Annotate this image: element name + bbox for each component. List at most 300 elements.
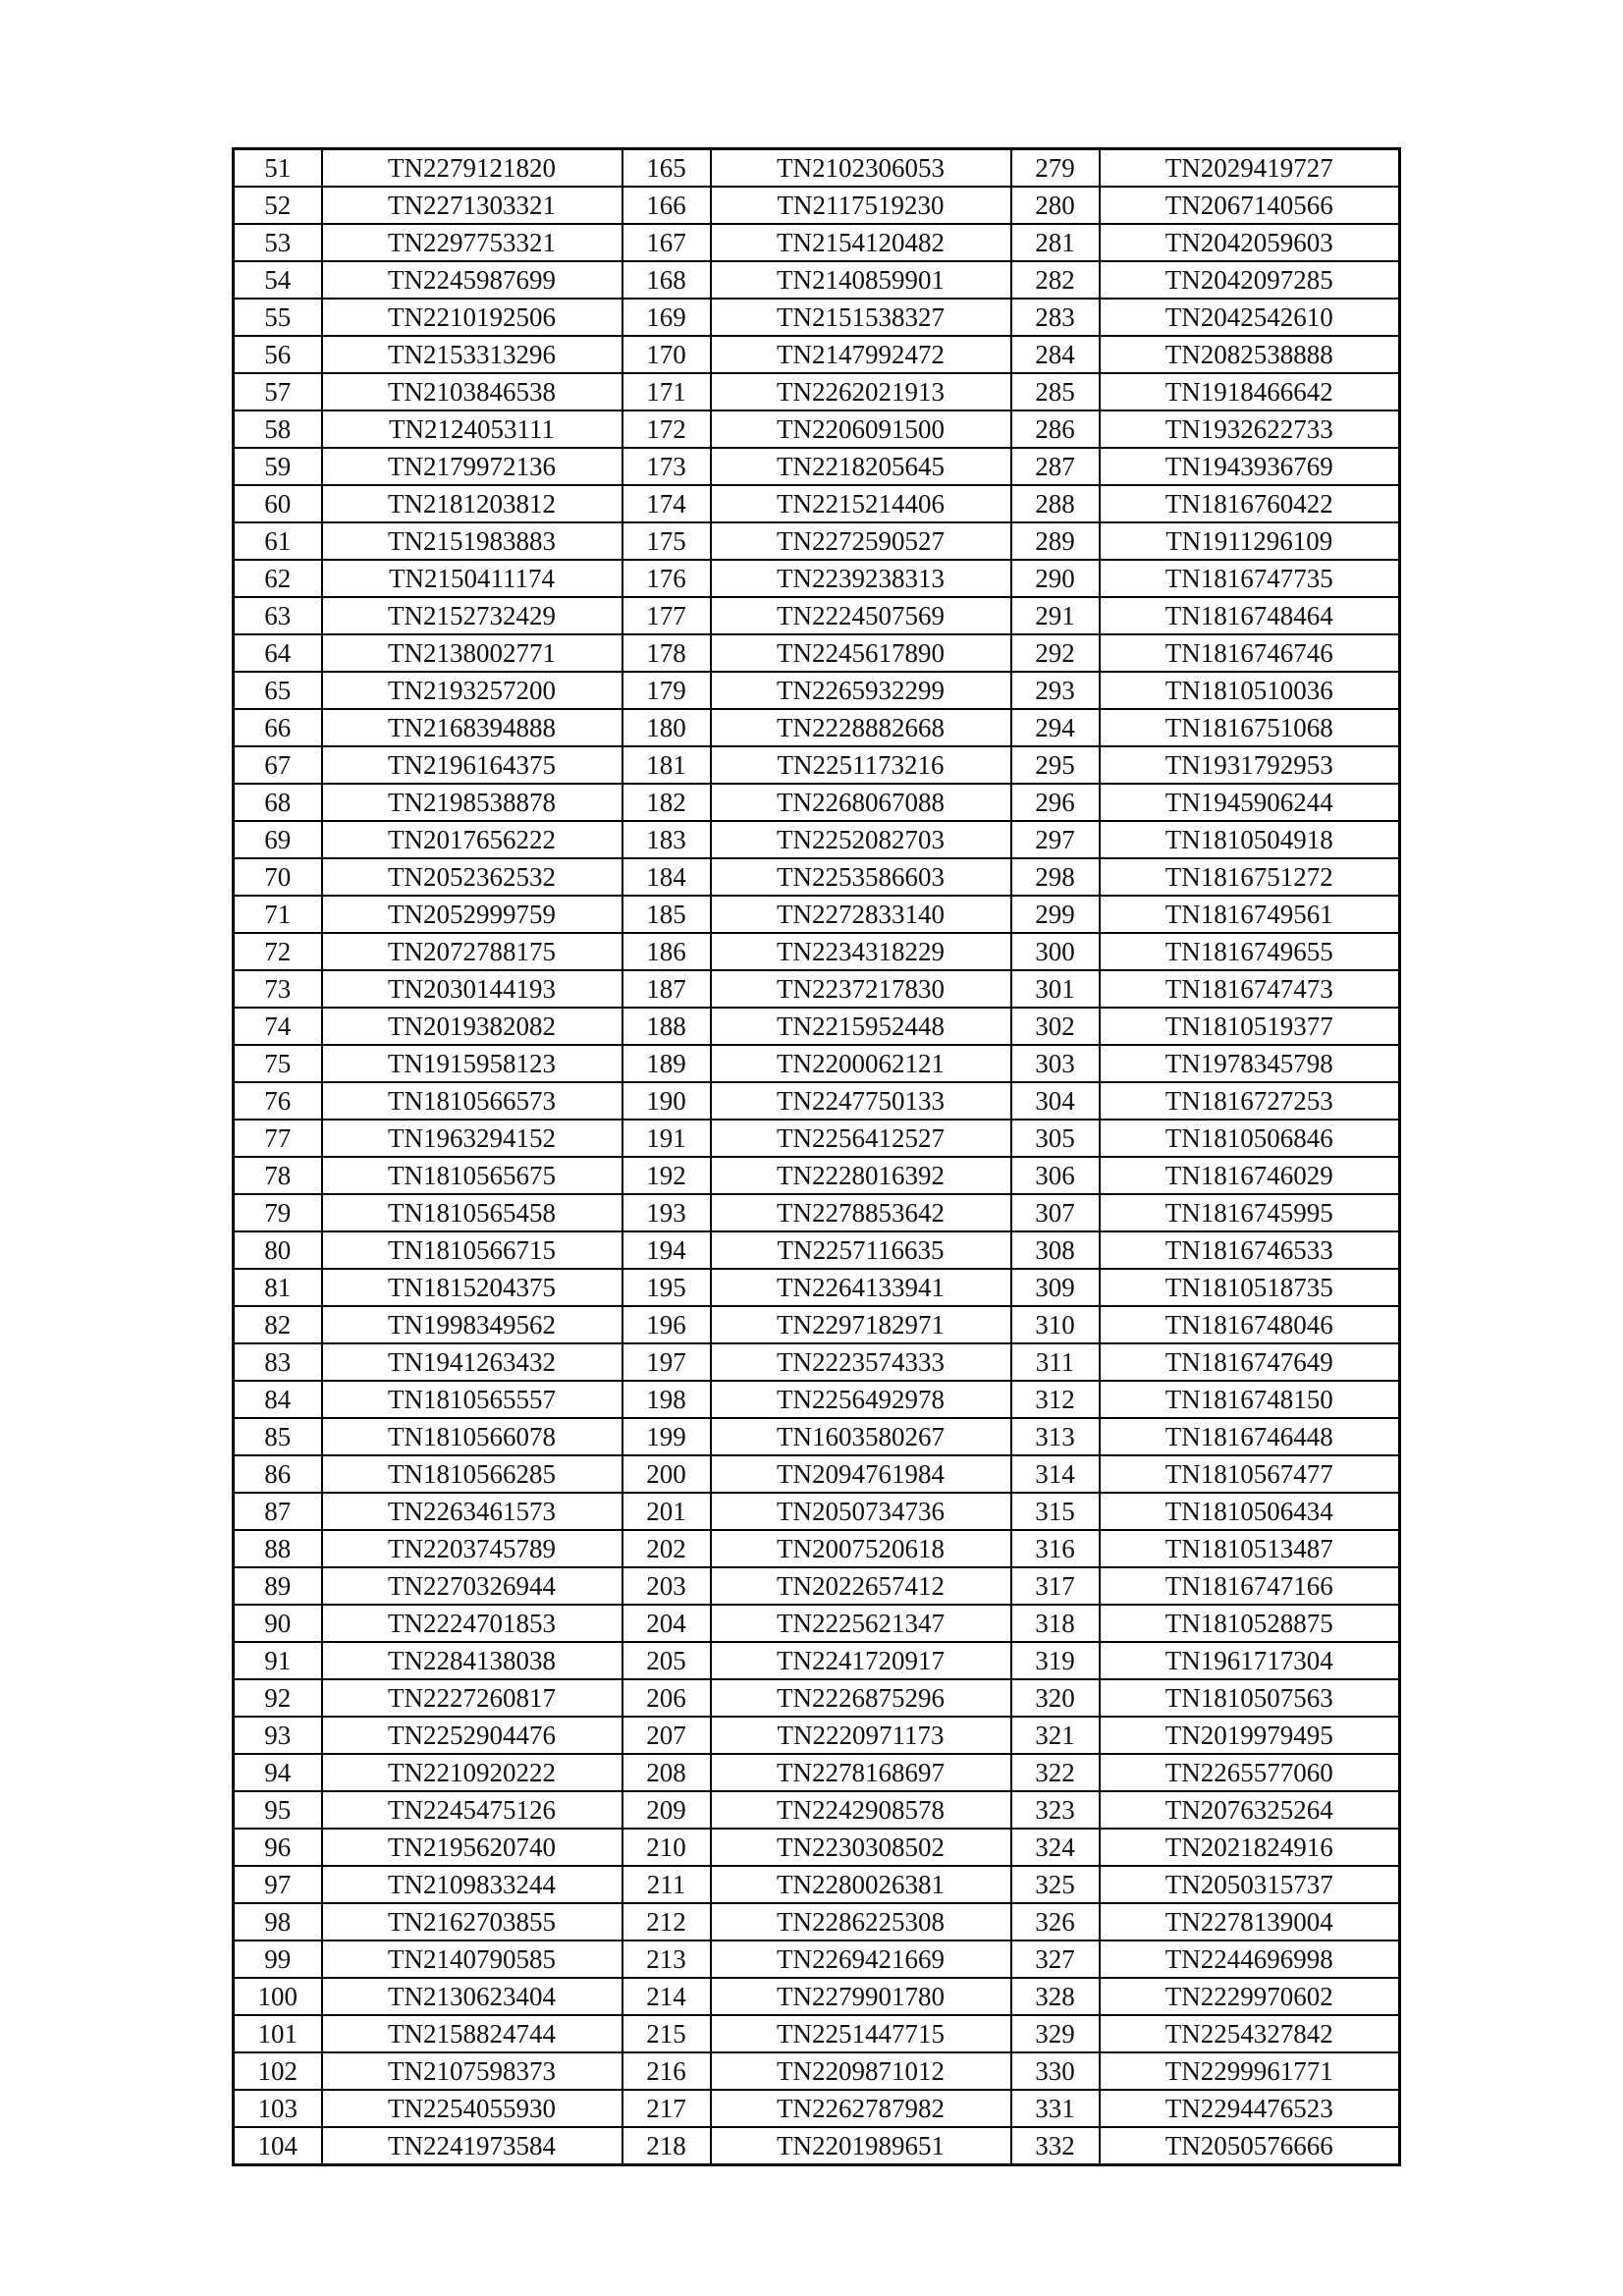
tracking-number-cell: TN2256492978 bbox=[711, 1381, 1011, 1418]
tracking-number-cell: TN1816751272 bbox=[1100, 858, 1400, 896]
table-row bbox=[234, 224, 1400, 261]
table-row bbox=[234, 1903, 1400, 1941]
table-row bbox=[234, 1605, 1400, 1642]
row-number-cell: 69 bbox=[234, 821, 322, 858]
tracking-number-cell: TN1810506846 bbox=[1100, 1120, 1400, 1157]
tracking-number-cell: TN2042059603 bbox=[1100, 224, 1400, 261]
row-number-cell: 304 bbox=[1011, 1082, 1100, 1120]
row-number-cell: 329 bbox=[1011, 2015, 1100, 2052]
table-row bbox=[234, 2052, 1400, 2090]
tracking-number-cell: TN1816748046 bbox=[1100, 1306, 1400, 1343]
tracking-number-cell: TN2030144193 bbox=[322, 970, 622, 1008]
row-number-cell: 174 bbox=[622, 485, 711, 522]
tracking-number-cell: TN2278168697 bbox=[711, 1754, 1011, 1791]
row-number-cell: 89 bbox=[234, 1567, 322, 1605]
tracking-number-cell: TN2264133941 bbox=[711, 1269, 1011, 1306]
table-row bbox=[234, 634, 1400, 672]
tracking-number-cell: TN1810507563 bbox=[1100, 1679, 1400, 1717]
table-row bbox=[234, 1269, 1400, 1306]
table-row bbox=[234, 261, 1400, 299]
table-row bbox=[234, 187, 1400, 224]
table-row bbox=[234, 2127, 1400, 2165]
tracking-number-cell: TN2280026381 bbox=[711, 1866, 1011, 1903]
table-row bbox=[234, 448, 1400, 485]
tracking-number-cell: TN1815204375 bbox=[322, 1269, 622, 1306]
table-row bbox=[234, 1418, 1400, 1455]
table-row bbox=[234, 1306, 1400, 1343]
tracking-number-cell: TN2150411174 bbox=[322, 560, 622, 597]
row-number-cell: 281 bbox=[1011, 224, 1100, 261]
tracking-number-cell: TN2270326944 bbox=[322, 1567, 622, 1605]
tracking-number-cell: TN2247750133 bbox=[711, 1082, 1011, 1120]
row-number-cell: 177 bbox=[622, 597, 711, 634]
tracking-number-cell: TN2209871012 bbox=[711, 2052, 1011, 2090]
row-number-cell: 191 bbox=[622, 1120, 711, 1157]
table-row bbox=[234, 1343, 1400, 1381]
row-number-cell: 282 bbox=[1011, 261, 1100, 299]
row-number-cell: 195 bbox=[622, 1269, 711, 1306]
row-number-cell: 93 bbox=[234, 1717, 322, 1754]
tracking-number-cell: TN1603580267 bbox=[711, 1418, 1011, 1455]
tracking-number-cell: TN2154120482 bbox=[711, 224, 1011, 261]
row-number-cell: 302 bbox=[1011, 1008, 1100, 1045]
row-number-cell: 330 bbox=[1011, 2052, 1100, 2090]
tracking-number-cell: TN1931792953 bbox=[1100, 746, 1400, 784]
row-number-cell: 214 bbox=[622, 1978, 711, 2015]
row-number-cell: 60 bbox=[234, 485, 322, 522]
row-number-cell: 298 bbox=[1011, 858, 1100, 896]
tracking-number-cell: TN2279121820 bbox=[322, 149, 622, 188]
row-number-cell: 299 bbox=[1011, 896, 1100, 933]
tracking-number-cell: TN1816747166 bbox=[1100, 1567, 1400, 1605]
row-number-cell: 332 bbox=[1011, 2127, 1100, 2165]
row-number-cell: 188 bbox=[622, 1008, 711, 1045]
table-row bbox=[234, 970, 1400, 1008]
tracking-number-cell: TN1945906244 bbox=[1100, 784, 1400, 821]
tracking-number-cell: TN2050576666 bbox=[1100, 2127, 1400, 2165]
row-number-cell: 103 bbox=[234, 2090, 322, 2127]
table-row bbox=[234, 1530, 1400, 1567]
tracking-number-cell: TN1810565458 bbox=[322, 1194, 622, 1231]
row-number-cell: 187 bbox=[622, 970, 711, 1008]
row-number-cell: 203 bbox=[622, 1567, 711, 1605]
row-number-cell: 198 bbox=[622, 1381, 711, 1418]
tracking-number-cell: TN2215214406 bbox=[711, 485, 1011, 522]
row-number-cell: 76 bbox=[234, 1082, 322, 1120]
tracking-number-cell: TN2007520618 bbox=[711, 1530, 1011, 1567]
table-row bbox=[234, 1754, 1400, 1791]
row-number-cell: 285 bbox=[1011, 373, 1100, 410]
tracking-number-cell: TN2284138038 bbox=[322, 1642, 622, 1679]
tracking-number-cell: TN1810518735 bbox=[1100, 1269, 1400, 1306]
row-number-cell: 65 bbox=[234, 672, 322, 709]
row-number-cell: 324 bbox=[1011, 1829, 1100, 1866]
row-number-cell: 309 bbox=[1011, 1269, 1100, 1306]
row-number-cell: 75 bbox=[234, 1045, 322, 1082]
row-number-cell: 321 bbox=[1011, 1717, 1100, 1754]
tracking-number-cell: TN2265932299 bbox=[711, 672, 1011, 709]
table-row bbox=[234, 746, 1400, 784]
row-number-cell: 101 bbox=[234, 2015, 322, 2052]
row-number-cell: 54 bbox=[234, 261, 322, 299]
table-row bbox=[234, 336, 1400, 373]
row-number-cell: 68 bbox=[234, 784, 322, 821]
tracking-number-cell: TN2019979495 bbox=[1100, 1717, 1400, 1754]
tracking-number-cell: TN2210192506 bbox=[322, 299, 622, 336]
tracking-number-cell: TN1810528875 bbox=[1100, 1605, 1400, 1642]
table-row bbox=[234, 1120, 1400, 1157]
row-number-cell: 83 bbox=[234, 1343, 322, 1381]
row-number-cell: 279 bbox=[1011, 149, 1100, 188]
row-number-cell: 206 bbox=[622, 1679, 711, 1717]
row-number-cell: 64 bbox=[234, 634, 322, 672]
row-number-cell: 292 bbox=[1011, 634, 1100, 672]
row-number-cell: 296 bbox=[1011, 784, 1100, 821]
tracking-number-cell: TN2239238313 bbox=[711, 560, 1011, 597]
row-number-cell: 167 bbox=[622, 224, 711, 261]
tracking-number-cell: TN2042097285 bbox=[1100, 261, 1400, 299]
tracking-number-cell: TN1816747735 bbox=[1100, 560, 1400, 597]
tracking-number-cell: TN2138002771 bbox=[322, 634, 622, 672]
tracking-number-cell: TN2234318229 bbox=[711, 933, 1011, 970]
tracking-number-cell: TN2297182971 bbox=[711, 1306, 1011, 1343]
tracking-number-cell: TN2019382082 bbox=[322, 1008, 622, 1045]
row-number-cell: 326 bbox=[1011, 1903, 1100, 1941]
row-number-cell: 90 bbox=[234, 1605, 322, 1642]
row-number-cell: 308 bbox=[1011, 1231, 1100, 1269]
row-number-cell: 86 bbox=[234, 1455, 322, 1493]
row-number-cell: 87 bbox=[234, 1493, 322, 1530]
tracking-number-cell: TN2196164375 bbox=[322, 746, 622, 784]
table-row bbox=[234, 1082, 1400, 1120]
row-number-cell: 209 bbox=[622, 1791, 711, 1829]
row-number-cell: 200 bbox=[622, 1455, 711, 1493]
row-number-cell: 78 bbox=[234, 1157, 322, 1194]
table-row bbox=[234, 1567, 1400, 1605]
row-number-cell: 205 bbox=[622, 1642, 711, 1679]
row-number-cell: 193 bbox=[622, 1194, 711, 1231]
tracking-number-cell: TN1915958123 bbox=[322, 1045, 622, 1082]
tracking-number-cell: TN2299961771 bbox=[1100, 2052, 1400, 2090]
tracking-number-cell: TN2245987699 bbox=[322, 261, 622, 299]
row-number-cell: 194 bbox=[622, 1231, 711, 1269]
tracking-number-cell: TN2022657412 bbox=[711, 1567, 1011, 1605]
tracking-number-cell: TN2224507569 bbox=[711, 597, 1011, 634]
tracking-number-cell: TN2254327842 bbox=[1100, 2015, 1400, 2052]
row-number-cell: 184 bbox=[622, 858, 711, 896]
tracking-number-cell: TN2193257200 bbox=[322, 672, 622, 709]
row-number-cell: 71 bbox=[234, 896, 322, 933]
row-number-cell: 320 bbox=[1011, 1679, 1100, 1717]
tracking-number-cell: TN2230308502 bbox=[711, 1829, 1011, 1866]
tracking-number-cell: TN2151983883 bbox=[322, 522, 622, 560]
tracking-number-cell: TN1816746448 bbox=[1100, 1418, 1400, 1455]
row-number-cell: 204 bbox=[622, 1605, 711, 1642]
tracking-number-cell: TN2237217830 bbox=[711, 970, 1011, 1008]
tracking-number-cell: TN1810510036 bbox=[1100, 672, 1400, 709]
row-number-cell: 280 bbox=[1011, 187, 1100, 224]
row-number-cell: 79 bbox=[234, 1194, 322, 1231]
row-number-cell: 70 bbox=[234, 858, 322, 896]
row-number-cell: 303 bbox=[1011, 1045, 1100, 1082]
row-number-cell: 216 bbox=[622, 2052, 711, 2090]
row-number-cell: 77 bbox=[234, 1120, 322, 1157]
tracking-number-cell: TN1810565557 bbox=[322, 1381, 622, 1418]
tracking-number-cell: TN2147992472 bbox=[711, 336, 1011, 373]
row-number-cell: 185 bbox=[622, 896, 711, 933]
id-table bbox=[232, 147, 1401, 2166]
tracking-number-cell: TN2218205645 bbox=[711, 448, 1011, 485]
table-row bbox=[234, 1231, 1400, 1269]
tracking-number-cell: TN2253586603 bbox=[711, 858, 1011, 896]
row-number-cell: 323 bbox=[1011, 1791, 1100, 1829]
table-row bbox=[234, 522, 1400, 560]
row-number-cell: 218 bbox=[622, 2127, 711, 2165]
tracking-number-cell: TN2103846538 bbox=[322, 373, 622, 410]
table-row bbox=[234, 1642, 1400, 1679]
row-number-cell: 301 bbox=[1011, 970, 1100, 1008]
tracking-number-cell: TN1816746746 bbox=[1100, 634, 1400, 672]
table-row bbox=[234, 1157, 1400, 1194]
tracking-number-cell: TN2256412527 bbox=[711, 1120, 1011, 1157]
tracking-number-cell: TN2223574333 bbox=[711, 1343, 1011, 1381]
tracking-number-cell: TN2245475126 bbox=[322, 1791, 622, 1829]
row-number-cell: 92 bbox=[234, 1679, 322, 1717]
tracking-number-cell: TN1816747649 bbox=[1100, 1343, 1400, 1381]
table-row bbox=[234, 149, 1400, 188]
row-number-cell: 295 bbox=[1011, 746, 1100, 784]
tracking-number-cell: TN2168394888 bbox=[322, 709, 622, 746]
tracking-number-cell: TN2179972136 bbox=[322, 448, 622, 485]
table-row bbox=[234, 2015, 1400, 2052]
row-number-cell: 327 bbox=[1011, 1941, 1100, 1978]
tracking-number-cell: TN1810566573 bbox=[322, 1082, 622, 1120]
tracking-number-cell: TN2215952448 bbox=[711, 1008, 1011, 1045]
row-number-cell: 215 bbox=[622, 2015, 711, 2052]
row-number-cell: 315 bbox=[1011, 1493, 1100, 1530]
row-number-cell: 311 bbox=[1011, 1343, 1100, 1381]
table-row bbox=[234, 1455, 1400, 1493]
tracking-number-cell: TN1816746533 bbox=[1100, 1231, 1400, 1269]
tracking-number-cell: TN2228882668 bbox=[711, 709, 1011, 746]
tracking-number-cell: TN2050315737 bbox=[1100, 1866, 1400, 1903]
row-number-cell: 94 bbox=[234, 1754, 322, 1791]
row-number-cell: 183 bbox=[622, 821, 711, 858]
row-number-cell: 300 bbox=[1011, 933, 1100, 970]
tracking-number-cell: TN2021824916 bbox=[1100, 1829, 1400, 1866]
tracking-number-cell: TN2224701853 bbox=[322, 1605, 622, 1642]
row-number-cell: 290 bbox=[1011, 560, 1100, 597]
tracking-number-cell: TN2228016392 bbox=[711, 1157, 1011, 1194]
row-number-cell: 100 bbox=[234, 1978, 322, 2015]
row-number-cell: 102 bbox=[234, 2052, 322, 2090]
tracking-number-cell: TN1816749561 bbox=[1100, 896, 1400, 933]
row-number-cell: 172 bbox=[622, 410, 711, 448]
row-number-cell: 166 bbox=[622, 187, 711, 224]
tracking-number-cell: TN2140859901 bbox=[711, 261, 1011, 299]
row-number-cell: 57 bbox=[234, 373, 322, 410]
row-number-cell: 197 bbox=[622, 1343, 711, 1381]
tracking-number-cell: TN2130623404 bbox=[322, 1978, 622, 2015]
row-number-cell: 73 bbox=[234, 970, 322, 1008]
table-row bbox=[234, 2090, 1400, 2127]
row-number-cell: 56 bbox=[234, 336, 322, 373]
tracking-number-cell: TN2052999759 bbox=[322, 896, 622, 933]
tracking-number-cell: TN2227260817 bbox=[322, 1679, 622, 1717]
row-number-cell: 293 bbox=[1011, 672, 1100, 709]
tracking-number-cell: TN2042542610 bbox=[1100, 299, 1400, 336]
tracking-number-cell: TN1978345798 bbox=[1100, 1045, 1400, 1082]
tracking-number-cell: TN1816746029 bbox=[1100, 1157, 1400, 1194]
row-number-cell: 59 bbox=[234, 448, 322, 485]
tracking-number-cell: TN2241720917 bbox=[711, 1642, 1011, 1679]
tracking-number-cell: TN2158824744 bbox=[322, 2015, 622, 2052]
row-number-cell: 322 bbox=[1011, 1754, 1100, 1791]
tracking-number-cell: TN2117519230 bbox=[711, 187, 1011, 224]
tracking-number-cell: TN1816748464 bbox=[1100, 597, 1400, 634]
tracking-number-cell: TN1810567477 bbox=[1100, 1455, 1400, 1493]
row-number-cell: 213 bbox=[622, 1941, 711, 1978]
row-number-cell: 319 bbox=[1011, 1642, 1100, 1679]
tracking-number-cell: TN2094761984 bbox=[711, 1455, 1011, 1493]
table-body bbox=[234, 149, 1400, 2165]
tracking-number-cell: TN2200062121 bbox=[711, 1045, 1011, 1082]
table-row bbox=[234, 1941, 1400, 1978]
row-number-cell: 190 bbox=[622, 1082, 711, 1120]
row-number-cell: 294 bbox=[1011, 709, 1100, 746]
row-number-cell: 168 bbox=[622, 261, 711, 299]
tracking-number-cell: TN1816748150 bbox=[1100, 1381, 1400, 1418]
tracking-number-cell: TN2272833140 bbox=[711, 896, 1011, 933]
tracking-number-cell: TN2029419727 bbox=[1100, 149, 1400, 188]
tracking-number-cell: TN2082538888 bbox=[1100, 336, 1400, 373]
row-number-cell: 312 bbox=[1011, 1381, 1100, 1418]
tracking-number-cell: TN1816745995 bbox=[1100, 1194, 1400, 1231]
tracking-number-cell: TN2076325264 bbox=[1100, 1791, 1400, 1829]
table-row bbox=[234, 1194, 1400, 1231]
row-number-cell: 306 bbox=[1011, 1157, 1100, 1194]
table-row bbox=[234, 784, 1400, 821]
table-row bbox=[234, 896, 1400, 933]
table-row bbox=[234, 597, 1400, 634]
row-number-cell: 328 bbox=[1011, 1978, 1100, 2015]
tracking-number-cell: TN2244696998 bbox=[1100, 1941, 1400, 1978]
tracking-number-cell: TN2257116635 bbox=[711, 1231, 1011, 1269]
row-number-cell: 95 bbox=[234, 1791, 322, 1829]
row-number-cell: 80 bbox=[234, 1231, 322, 1269]
tracking-number-cell: TN2206091500 bbox=[711, 410, 1011, 448]
row-number-cell: 176 bbox=[622, 560, 711, 597]
row-number-cell: 179 bbox=[622, 672, 711, 709]
table-row bbox=[234, 1978, 1400, 2015]
row-number-cell: 313 bbox=[1011, 1418, 1100, 1455]
tracking-number-cell: TN2201989651 bbox=[711, 2127, 1011, 2165]
table-row bbox=[234, 858, 1400, 896]
row-number-cell: 173 bbox=[622, 448, 711, 485]
row-number-cell: 316 bbox=[1011, 1530, 1100, 1567]
tracking-number-cell: TN2265577060 bbox=[1100, 1754, 1400, 1791]
row-number-cell: 91 bbox=[234, 1642, 322, 1679]
row-number-cell: 210 bbox=[622, 1829, 711, 1866]
row-number-cell: 186 bbox=[622, 933, 711, 970]
row-number-cell: 284 bbox=[1011, 336, 1100, 373]
tracking-number-cell: TN1998349562 bbox=[322, 1306, 622, 1343]
tracking-number-cell: TN2252082703 bbox=[711, 821, 1011, 858]
table-row bbox=[234, 672, 1400, 709]
row-number-cell: 189 bbox=[622, 1045, 711, 1082]
row-number-cell: 178 bbox=[622, 634, 711, 672]
tracking-number-cell: TN1810566715 bbox=[322, 1231, 622, 1269]
tracking-number-cell: TN1810504918 bbox=[1100, 821, 1400, 858]
tracking-number-cell: TN2052362532 bbox=[322, 858, 622, 896]
row-number-cell: 74 bbox=[234, 1008, 322, 1045]
row-number-cell: 199 bbox=[622, 1418, 711, 1455]
row-number-cell: 196 bbox=[622, 1306, 711, 1343]
tracking-number-cell: TN1932622733 bbox=[1100, 410, 1400, 448]
row-number-cell: 305 bbox=[1011, 1120, 1100, 1157]
row-number-cell: 55 bbox=[234, 299, 322, 336]
row-number-cell: 283 bbox=[1011, 299, 1100, 336]
tracking-number-cell: TN2210920222 bbox=[322, 1754, 622, 1791]
row-number-cell: 192 bbox=[622, 1157, 711, 1194]
row-number-cell: 171 bbox=[622, 373, 711, 410]
row-number-cell: 52 bbox=[234, 187, 322, 224]
tracking-number-cell: TN2271303321 bbox=[322, 187, 622, 224]
tracking-number-cell: TN1961717304 bbox=[1100, 1642, 1400, 1679]
tracking-number-cell: TN2220971173 bbox=[711, 1717, 1011, 1754]
tracking-number-cell: TN1810566078 bbox=[322, 1418, 622, 1455]
row-number-cell: 61 bbox=[234, 522, 322, 560]
tracking-number-cell: TN2245617890 bbox=[711, 634, 1011, 672]
row-number-cell: 104 bbox=[234, 2127, 322, 2165]
table-row bbox=[234, 1008, 1400, 1045]
row-number-cell: 96 bbox=[234, 1829, 322, 1866]
tracking-number-cell: TN2254055930 bbox=[322, 2090, 622, 2127]
row-number-cell: 289 bbox=[1011, 522, 1100, 560]
row-number-cell: 288 bbox=[1011, 485, 1100, 522]
tracking-number-cell: TN2262021913 bbox=[711, 373, 1011, 410]
tracking-number-cell: TN1816749655 bbox=[1100, 933, 1400, 970]
tracking-number-cell: TN2279901780 bbox=[711, 1978, 1011, 2015]
row-number-cell: 63 bbox=[234, 597, 322, 634]
tracking-number-cell: TN2140790585 bbox=[322, 1941, 622, 1978]
tracking-number-cell: TN2262787982 bbox=[711, 2090, 1011, 2127]
row-number-cell: 81 bbox=[234, 1269, 322, 1306]
row-number-cell: 325 bbox=[1011, 1866, 1100, 1903]
row-number-cell: 317 bbox=[1011, 1567, 1100, 1605]
tracking-number-cell: TN2297753321 bbox=[322, 224, 622, 261]
row-number-cell: 310 bbox=[1011, 1306, 1100, 1343]
tracking-number-cell: TN2272590527 bbox=[711, 522, 1011, 560]
tracking-number-cell: TN2225621347 bbox=[711, 1605, 1011, 1642]
row-number-cell: 287 bbox=[1011, 448, 1100, 485]
tracking-number-cell: TN2268067088 bbox=[711, 784, 1011, 821]
row-number-cell: 180 bbox=[622, 709, 711, 746]
tracking-number-cell: TN2263461573 bbox=[322, 1493, 622, 1530]
tracking-number-cell: TN2269421669 bbox=[711, 1941, 1011, 1978]
row-number-cell: 202 bbox=[622, 1530, 711, 1567]
tracking-number-cell: TN2278139004 bbox=[1100, 1903, 1400, 1941]
tracking-number-cell: TN2072788175 bbox=[322, 933, 622, 970]
row-number-cell: 297 bbox=[1011, 821, 1100, 858]
row-number-cell: 72 bbox=[234, 933, 322, 970]
table-row bbox=[234, 1381, 1400, 1418]
tracking-number-cell: TN1943936769 bbox=[1100, 448, 1400, 485]
table-row bbox=[234, 299, 1400, 336]
table-row bbox=[234, 410, 1400, 448]
tracking-number-cell: TN2050734736 bbox=[711, 1493, 1011, 1530]
tracking-number-cell: TN2067140566 bbox=[1100, 187, 1400, 224]
